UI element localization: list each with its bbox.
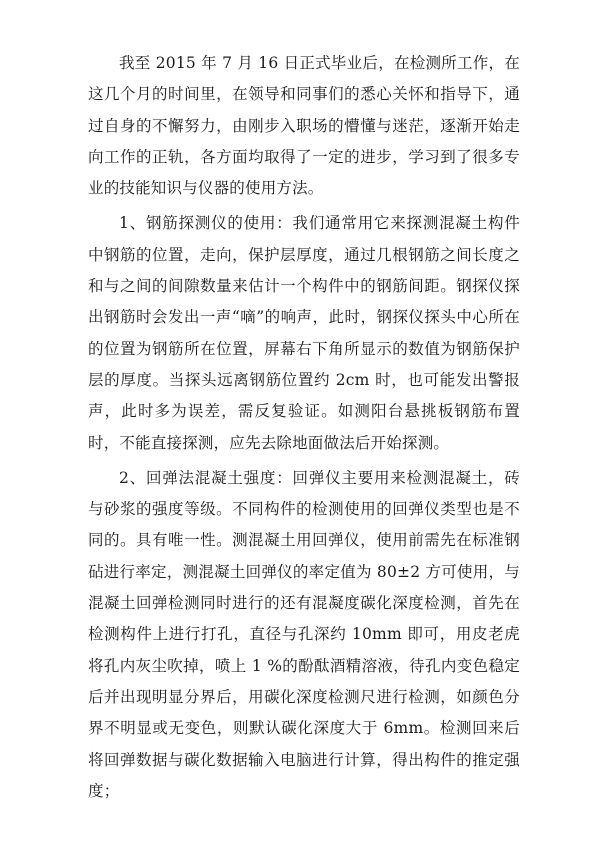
rebar-detector-paragraph: 1、钢筋探测仪的使用：我们通常用它来探测混凝土构件中钢筋的位置，走向，保护层厚度，通过几根钢筋之间长度之和与之间的间隙数量来估计一个构件中的钢筋间距。钢探仪探出钢筋时会发出一声“嘀”的响声，此时，钢探仪探头中心所在的位置为钢筋所在位置，屏幕右下角所显示的数值为钢筋保护层的厚度。当探头远离钢筋位置约 2cm 时，也可能发出警报声，此时多为误差，需反复验证。如测阳台悬挑板钢筋布置时，不能直接探测，应先去除地面做法后开始探测。 bbox=[88, 214, 520, 452]
rebound-method-paragraph: 2、回弹法混凝土强度：回弹仪主要用来检测混凝土，砖与砂浆的强度等级。不同构件的检测使用的回弹仪类型也是不同的。具有唯一性。测混凝土用回弹仪，使用前需先在标准钢砧进行率定，测混凝土回弹仪的率定值为 80±2 方可使用，与混凝土回弹检测同时进行的还有混凝度碳化深度检测，首先在检测构件上进行打孔，直径与孔深约 10mm 即可，用皮老虎将孔内灰尘吹掉，喷上 1 %的酚酞酒精溶液，待孔内变色稳定后并出现明显分界后，用碳化深度检测尺进行检测，如颜色分界不明显或无变色，则默认碳化深度大于 6mm。检测回来后将回弹数据与碳化数据输入电脑进行计算，得出构件的推定强度； bbox=[88, 468, 520, 800]
body-text bbox=[88, 48, 520, 807]
intro-paragraph: 我至 2015 年 7 月 16 日正式毕业后，在检测所工作，在这几个月的时间里，在领导和同事们的悉心关怀和指导下，通过自身的不懈努力，由刚步入职场的懵懂与迷茫，逐渐开始走向工作的正轨，各方面均取得了一定的进步，学习到了很多专业的技能知识与仪器的使用方法。 bbox=[88, 54, 520, 198]
